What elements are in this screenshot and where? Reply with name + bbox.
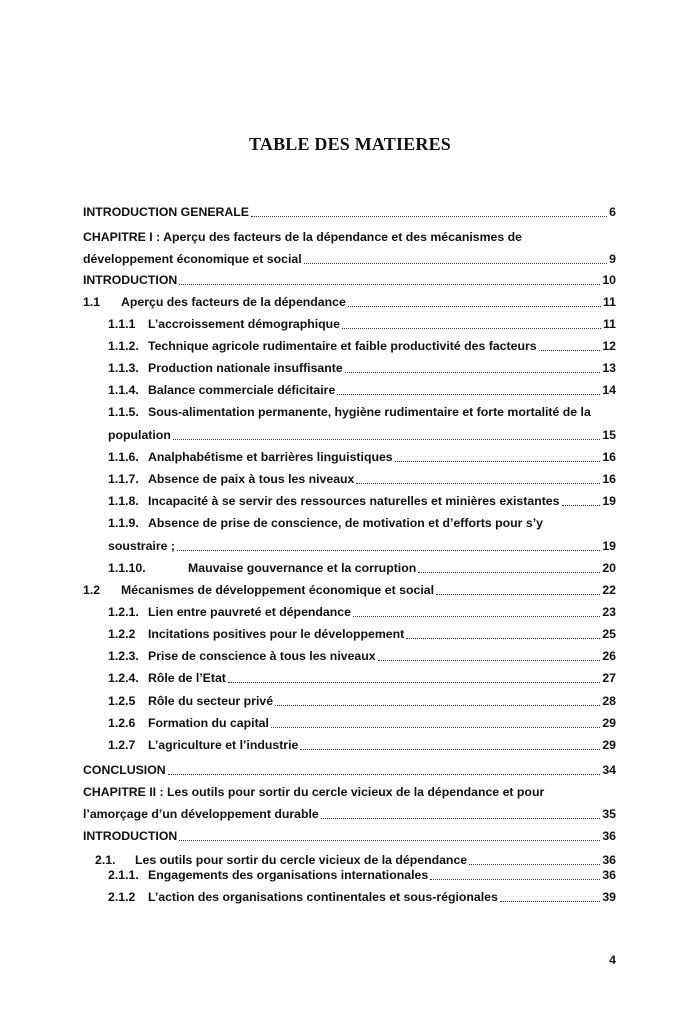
toc-entry-page: 39 xyxy=(602,890,616,904)
toc-entry-title: Les outils pour sortir du cercle vicieux de la dépendance xyxy=(135,853,468,867)
toc-entry-number: 1.2.1. xyxy=(108,605,139,619)
dot-leader xyxy=(378,660,601,661)
toc-entry-title: Mécanismes de développement économique et social xyxy=(121,583,434,597)
toc-entry[interactable] xyxy=(108,338,616,354)
toc-entry-title: CHAPITRE II : Les outils pour sortir du cercle vicieux de la dépendance et pour xyxy=(83,785,545,799)
toc-entry-number: 1.2.3. xyxy=(108,649,139,663)
dot-leader xyxy=(500,901,600,902)
toc-entry[interactable] xyxy=(95,852,616,868)
toc-entry-page: 16 xyxy=(602,450,616,464)
toc-entry-page: 22 xyxy=(602,583,616,597)
toc-entry[interactable] xyxy=(108,427,616,443)
toc-entry-title: Prise de conscience à tous les niveaux xyxy=(148,649,376,663)
dot-leader xyxy=(173,439,600,440)
toc-entry[interactable] xyxy=(108,604,616,620)
toc-entry-page: 35 xyxy=(602,807,616,821)
toc-entry-title: CHAPITRE I : Aperçu des facteurs de la dépendance et des mécanismes de xyxy=(83,230,522,244)
toc-entry-number: 1.1 xyxy=(83,295,101,309)
dot-leader xyxy=(321,818,601,819)
toc-entry[interactable] xyxy=(108,360,616,376)
toc-entry-page: 15 xyxy=(602,428,616,442)
dot-leader xyxy=(168,774,601,775)
toc-entry-title: Production nationale insuffisante xyxy=(148,361,343,375)
toc-title: TABLE DES MATIERES xyxy=(249,134,451,154)
toc-entry[interactable] xyxy=(83,251,616,267)
toc-entry-page: 29 xyxy=(602,738,616,752)
dot-leader xyxy=(345,372,601,373)
toc-entry[interactable] xyxy=(83,204,616,220)
toc-entry-title: L’agriculture et l’industrie xyxy=(148,738,299,752)
toc-entry-page: 36 xyxy=(602,853,616,867)
toc-entry-page: 27 xyxy=(602,671,616,685)
toc-entry[interactable] xyxy=(108,515,543,531)
dot-leader xyxy=(430,879,600,880)
dot-leader xyxy=(275,705,600,706)
toc-entry-page: 11 xyxy=(603,295,616,309)
toc-entry-page: 16 xyxy=(602,472,616,486)
toc-entry[interactable] xyxy=(108,867,616,883)
dot-leader xyxy=(342,328,601,329)
toc-entry-page: 28 xyxy=(602,694,616,708)
toc-entry-page: 13 xyxy=(602,361,616,375)
toc-entry-page: 26 xyxy=(602,649,616,663)
toc-entry-title: Balance commerciale déficitaire xyxy=(148,383,336,397)
toc-entry-number: 2.1.1. xyxy=(108,868,139,882)
dot-leader xyxy=(304,263,607,264)
toc-entry[interactable] xyxy=(108,404,591,420)
toc-entry[interactable] xyxy=(108,449,616,465)
toc-entry[interactable] xyxy=(108,316,616,332)
toc-entry-page: 23 xyxy=(602,605,616,619)
dot-leader xyxy=(177,550,600,551)
dot-leader xyxy=(348,306,601,307)
toc-entry[interactable] xyxy=(108,670,616,686)
toc-entry[interactable] xyxy=(108,538,616,554)
dot-leader xyxy=(337,394,600,395)
toc-entry-title: Lien entre pauvreté et dépendance xyxy=(148,605,351,619)
toc-entry-title: Rôle de l’Etat xyxy=(148,671,226,685)
page-number: 4 xyxy=(609,953,616,967)
dot-leader xyxy=(436,594,600,595)
toc-entry[interactable] xyxy=(83,762,616,778)
toc-entry[interactable] xyxy=(108,693,616,709)
toc-entry-page: 29 xyxy=(602,716,616,730)
toc-entry-number: 1.1.8. xyxy=(108,494,139,508)
toc-entry-page: 9 xyxy=(609,252,616,266)
toc-entry-number: 1.1.1 xyxy=(108,317,136,331)
toc-entry-title: Mauvaise gouvernance et la corruption xyxy=(188,561,417,575)
toc-entry-page: 10 xyxy=(602,273,616,287)
toc-entry-number: 2.1.2 xyxy=(108,890,136,904)
toc-entry-title: L’accroissement démographique xyxy=(148,317,341,331)
dot-leader xyxy=(395,461,601,462)
dot-leader xyxy=(353,616,600,617)
toc-entry-number: 1.1.6. xyxy=(108,450,139,464)
dot-leader xyxy=(251,216,607,217)
toc-entry[interactable] xyxy=(108,648,616,664)
toc-entry-title: Analphabétisme et barrières linguistiques xyxy=(148,450,393,464)
dot-leader xyxy=(539,350,601,351)
toc-entry[interactable] xyxy=(108,715,616,731)
toc-entry-title: Aperçu des facteurs de la dépendance xyxy=(121,295,346,309)
toc-entry-title: INTRODUCTION GENERALE xyxy=(83,205,250,219)
toc-entry[interactable] xyxy=(108,560,616,576)
toc-entry-number: 1.1.10. xyxy=(108,561,146,575)
toc-entry-title: Absence de paix à tous les niveaux xyxy=(148,472,355,486)
toc-entry-page: 19 xyxy=(602,539,616,553)
toc-entry[interactable] xyxy=(83,294,616,310)
toc-entry-title: population xyxy=(108,428,171,442)
toc-entry-title: soustraire ; xyxy=(108,539,175,553)
toc-entry-number: 1.1.5. xyxy=(108,405,139,419)
toc-entry[interactable] xyxy=(83,272,616,288)
toc-entry[interactable] xyxy=(108,889,616,905)
dot-leader xyxy=(469,864,600,865)
toc-entry-title: INTRODUCTION xyxy=(83,273,178,287)
toc-entry-title: Absence de prise de conscience, de motivation et d’efforts pour s’y xyxy=(148,516,543,530)
toc-entry-number: 1.2.5 xyxy=(108,694,136,708)
toc-entry-number: 1.2.2 xyxy=(108,627,136,641)
toc-entry-number: 1.1.4. xyxy=(108,383,139,397)
toc-entry-title: Formation du capital xyxy=(148,716,269,730)
toc-entry-page: 6 xyxy=(609,205,616,219)
toc-entry-number: 1.2.7 xyxy=(108,738,136,752)
toc-entry[interactable] xyxy=(83,828,616,844)
toc-entry-page: 19 xyxy=(602,494,616,508)
dot-leader xyxy=(228,682,600,683)
toc-entry-title: Engagements des organisations internationales xyxy=(148,868,429,882)
dot-leader xyxy=(406,638,600,639)
toc-entry-page: 12 xyxy=(602,339,616,353)
toc-entry[interactable] xyxy=(83,229,522,245)
toc-entry-title: développement économique et social xyxy=(83,252,302,266)
toc-entry-title: Sous-alimentation permanente, hygiène rudimentaire et forte mortalité de la xyxy=(148,405,591,419)
toc-entry-page: 36 xyxy=(602,868,616,882)
toc-entry-title: Incapacité à se servir des ressources naturelles et minières existantes xyxy=(148,494,560,508)
dot-leader xyxy=(300,749,600,750)
toc-entry-page: 34 xyxy=(602,763,616,777)
toc-entry-number: 1.1.7. xyxy=(108,472,139,486)
toc-entry[interactable] xyxy=(83,806,616,822)
toc-entry-page: 25 xyxy=(602,627,616,641)
toc-entry-page: 20 xyxy=(602,561,616,575)
dot-leader xyxy=(179,840,600,841)
toc-entry-page: 14 xyxy=(602,383,616,397)
toc-entry[interactable] xyxy=(108,737,616,753)
toc-entry-title: L’action des organisations continentales et sous-régionales xyxy=(148,890,498,904)
toc-entry-title: Rôle du secteur privé xyxy=(148,694,274,708)
toc-entry[interactable] xyxy=(108,493,616,509)
toc-entry-title: Incitations positives pour le développement xyxy=(148,627,405,641)
toc-entry-title: CONCLUSION xyxy=(83,763,166,777)
dot-leader xyxy=(179,284,600,285)
toc-entry-number: 1.1.9. xyxy=(108,516,139,530)
toc-entry-number: 1.1.3. xyxy=(108,361,139,375)
toc-entry-number: 1.2.6 xyxy=(108,716,136,730)
toc-entry-page: 11 xyxy=(603,317,616,331)
toc-entry-title: Technique agricole rudimentaire et faible productivité des facteurs xyxy=(148,339,537,353)
toc-entry[interactable] xyxy=(83,784,544,800)
toc-entry[interactable] xyxy=(108,471,616,487)
dot-leader xyxy=(418,572,600,573)
toc-entry-number: 1.1.2. xyxy=(108,339,139,353)
toc-entry-page: 36 xyxy=(602,829,616,843)
toc-entry-number: 1.2.4. xyxy=(108,671,139,685)
toc-entry-number: 2.1. xyxy=(95,853,116,867)
toc-entry[interactable] xyxy=(108,626,616,642)
dot-leader xyxy=(271,727,600,728)
toc-entry-number: 1.2 xyxy=(83,583,101,597)
toc-entry[interactable] xyxy=(108,382,616,398)
toc-entry-title: l’amorçage d’un développement durable xyxy=(83,807,319,821)
dot-leader xyxy=(356,483,600,484)
toc-entry[interactable] xyxy=(83,582,616,598)
toc-entry-title: INTRODUCTION xyxy=(83,829,178,843)
dot-leader xyxy=(562,505,601,506)
